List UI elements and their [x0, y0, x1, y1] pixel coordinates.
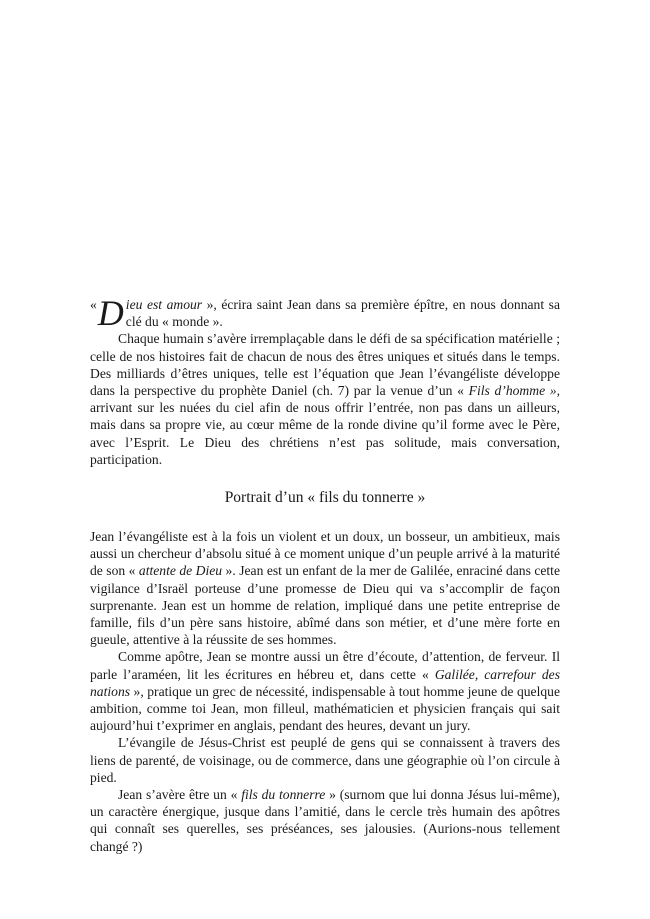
paragraph-apotre — [90, 648, 560, 734]
paragraph-portrait — [90, 528, 560, 648]
paragraph-humain-text-a: Chaque humain s’avère irremplaçable dans le défi de sa spécification matérielle ; celle de nos histoires fait de chacun de nous des êtres uniques et situés dans le temps. Des milliards d’êtres uniques, telle est l’équation que Jean l’évangéliste développe dans la perspective du prophète Daniel (ch. 7) par la venue d’un « — [90, 331, 560, 399]
paragraph-tonnerre — [90, 786, 560, 855]
intro-paragraph — [90, 293, 560, 333]
paragraph-evangile: L’évangile de Jésus-Christ est peuplé de gens qui se connaissent à travers des liens de parenté, de voisinage, ou de commerce, dans une géographie où l’on circule à pied. — [90, 735, 560, 785]
page-body — [90, 293, 561, 855]
intro-quote-italic: ieu est amour — [125, 297, 203, 312]
section-heading: Portrait d’un « fils du tonnerre » — [224, 489, 426, 507]
paragraph-humain-text-b: arrivant sur les nuées du ciel afin de nous offrir l’entrée, non pas dans un ailleurs, mais dans sa propre vie, au cœur même de la ronde divine qu’il forme avec le Père, avec l’Esprit. Le Dieu des chrétiens n’est pas solitude, mais conversation, participation. — [90, 400, 560, 467]
paragraph-portrait-text-a: Jean l’évangéliste est à la fois un violent et un doux, un bosseur, un ambitieux, mais aussi un chercheur d’absolu situé à ce moment unique d’un peuple arrivé à la maturité de son « — [90, 529, 560, 579]
paragraph-apotre-italic: Galilée, carrefour des nations — [90, 666, 560, 699]
paragraph-portrait-italic: attente de Dieu — [138, 563, 223, 579]
paragraph-apotre-text-b: », pratique un grec de nécessité, indispensable à tout homme jeune de quelque ambition, comme toi Jean, mon filleul, mathématicien et physicien français qui sait aujourd’hui t’exprimer en anglais, pendant des heures, devant un jury. — [90, 683, 560, 734]
opening-guillemet: « — [90, 297, 97, 312]
paragraph-humain-italic: Fils d’homme », — [468, 383, 561, 399]
paragraph-tonnerre-italic: fils du tonnerre — [241, 787, 326, 803]
paragraph-tonnerre-text-a: Jean s’avère être un « — [118, 787, 242, 803]
intro-text: », écrira saint Jean dans sa première épître, en nous donnant sa clé du « monde ». — [125, 297, 560, 330]
paragraph-humain — [90, 330, 560, 468]
paragraph-portrait-text-b: ». Jean est un enfant de la mer de Galilée, enraciné dans cette vigilance d’Israël porteuse d’une promesse de Dieu qui va s’accomplir de façon surprenante. Jean est un homme de relation, impliqué dans une petite entreprise de famille, fils d’un père sans histoire, abîmé dans son métier, et d’une mère forte en gueule, attentive à la réussite de ses hommes. — [90, 563, 560, 648]
paragraph-tonnerre-text-b: » (surnom que lui donna Jésus lui-même), un caractère énergique, jusque dans l’amitié, dans le cercle très humain des apôtres qui connaît ses querelles, ses préséances, ses jalousies. (Aurions-nous tellement changé ?) — [90, 787, 560, 854]
drop-cap-letter: D — [97, 293, 124, 333]
paragraph-apotre-text-a: Comme apôtre, Jean se montre aussi un être d’écoute, d’attention, de ferveur. Il parle l’araméen, lit les écritures en hébreu et, dans cette « — [90, 649, 560, 682]
